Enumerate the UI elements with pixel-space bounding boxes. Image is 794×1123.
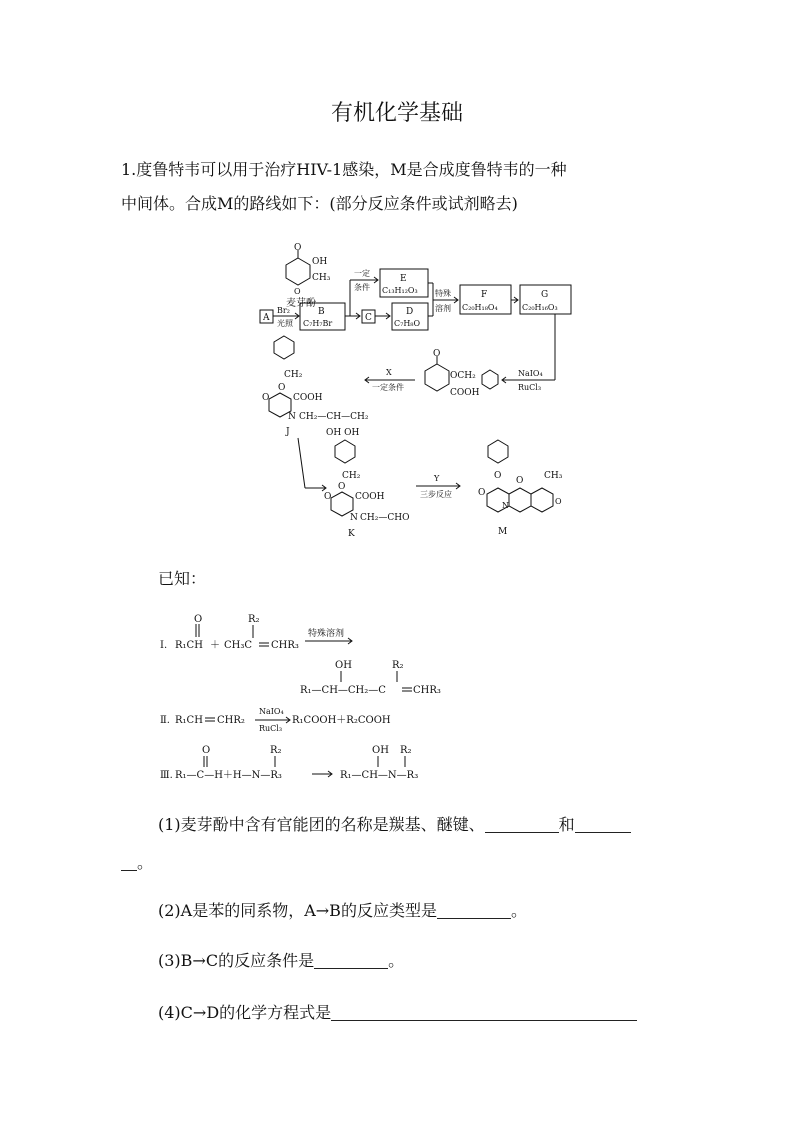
pyranone-och2: OCH₂	[450, 371, 476, 381]
m-n: N	[502, 501, 509, 510]
j-n: N	[288, 412, 296, 422]
k-keto-o: O	[324, 492, 332, 502]
pyranone-ring	[425, 364, 449, 391]
q3-text: (3)B→C的反应条件是	[158, 951, 315, 970]
label-m: M	[498, 527, 508, 537]
maltol-ring	[286, 258, 310, 285]
known-i-prod: R₁—CH—CH₂—C	[300, 685, 386, 696]
piperazinone-ring-m	[509, 488, 531, 512]
k-ch2: CH₂	[342, 471, 361, 481]
q1-text: (1)麦芽酚中含有官能团的名称是羰基、醚键、	[158, 815, 485, 834]
cond-y: Y	[434, 474, 440, 483]
k-o: O	[338, 482, 346, 492]
q1-blank-2b[interactable]	[121, 854, 137, 871]
known-i-o: O	[194, 614, 203, 625]
k-cooh: COOH	[355, 492, 385, 502]
known-iii-prod: R₁—CH—N—R₃	[340, 770, 419, 781]
formula-e: C₁₃H₁₂O₃	[382, 286, 418, 295]
label-e: E	[400, 274, 407, 284]
question-4	[158, 1000, 637, 1023]
benzyl-ring-1	[482, 370, 498, 389]
label-a: A	[263, 313, 270, 323]
known-iii-o: O	[202, 745, 211, 756]
known-reactions	[160, 610, 460, 785]
known-ii-rucl3: RuCl₃	[259, 724, 283, 733]
pyranone-cooh: COOH	[450, 388, 480, 398]
maltol-label: 麦芽酚	[286, 298, 316, 309]
known-iii-label: Ⅲ.	[160, 770, 173, 781]
benzyl-ring-k	[335, 440, 355, 463]
cond-rongji: 溶剂	[435, 304, 451, 313]
known-ii-mid: CHR₂	[217, 715, 245, 726]
formula-b: C₇H₇Br	[303, 319, 333, 328]
k-n: N	[350, 513, 358, 523]
q4-text: (4)C→D的化学方程式是	[158, 1003, 332, 1022]
maltol-ch3: CH₃	[312, 273, 331, 283]
known-label: 已知：	[158, 569, 207, 588]
q1-and: 和	[558, 815, 575, 834]
known-ii-left: R₁CH	[175, 715, 203, 726]
known-ii-label: Ⅱ.	[160, 715, 170, 726]
known-ii-naio4: NaIO₄	[259, 707, 284, 716]
oxazine-ring-m	[531, 488, 553, 512]
cond-light: 光照	[277, 319, 293, 328]
cond-x-label: 一定条件	[372, 383, 404, 392]
formula-d: C₇H₈O	[394, 319, 421, 328]
q1-blank-2a[interactable]	[575, 816, 631, 833]
cond-teshu: 特殊	[435, 289, 451, 298]
intro-line-2: 中间体。合成M的路线如下：(部分反应条件或试剂略去)	[121, 194, 518, 213]
q2-blank[interactable]	[437, 902, 511, 919]
formula-g: C₂₀H₁₆O₃	[522, 303, 558, 312]
cond-three-steps: 三步反应	[420, 490, 452, 499]
known-i-plus: ＋	[210, 640, 220, 651]
j-keto-o: O	[262, 393, 270, 403]
question-3	[158, 948, 404, 971]
maltol-ring-o: O	[294, 287, 301, 296]
m-o: O	[494, 471, 502, 481]
known-i-chr3: CHR₃	[271, 640, 299, 651]
known-i-r2: R₂	[248, 614, 260, 625]
known-i-prod-end: CHR₃	[413, 685, 441, 696]
known-i-ch3c: CH₃C	[224, 640, 253, 651]
known-iii-r2b: R₂	[400, 745, 412, 756]
page-title: 有机化学基础	[330, 101, 463, 126]
q2-text: (2)A是苯的同系物，A→B的反应类型是	[158, 901, 437, 920]
known-i-prod-oh: OH	[335, 660, 352, 671]
question-1	[158, 812, 631, 835]
synthesis-scheme	[250, 238, 580, 543]
j-ch2: CH₂	[284, 370, 303, 380]
label-f: F	[481, 290, 488, 300]
j-o: O	[278, 383, 286, 393]
j-chain: CH₂—CH—CH₂	[299, 412, 369, 422]
benzyl-ring-j	[274, 336, 294, 359]
known-iii-left: R₁—C—H＋H—N—R₃	[175, 770, 282, 781]
formula-f: C₂₀H₁₈O₄	[462, 303, 498, 312]
j-oh: OH OH	[326, 428, 360, 438]
label-d: D	[406, 307, 414, 317]
known-iii-r2: R₂	[270, 745, 282, 756]
q3-blank[interactable]	[314, 952, 388, 969]
maltol-oh: OH	[312, 257, 328, 267]
known-ii-right: R₁COOH＋R₂COOH	[292, 715, 391, 726]
q1-end: 。	[137, 853, 154, 872]
q4-blank[interactable]	[331, 1004, 637, 1021]
known-i-special: 特殊溶剂	[308, 629, 345, 639]
q2-end: 。	[510, 901, 527, 920]
m-amide-o: O	[516, 476, 524, 486]
k-chain: CH₂—CHO	[360, 513, 410, 523]
q3-end: 。	[388, 951, 405, 970]
known-i-prod-r2: R₂	[392, 660, 404, 671]
label-k: K	[348, 529, 355, 539]
cond-x: X	[386, 368, 392, 377]
cond-rucl3: RuCl₃	[518, 383, 542, 392]
known-iii-oh: OH	[372, 745, 389, 756]
cond-tiaojian: 条件	[354, 283, 370, 292]
m-ring-o: O	[555, 497, 562, 506]
cond-br2: Br₂	[277, 306, 290, 315]
label-j: J	[286, 427, 290, 437]
known-i-r1ch: R₁CH	[175, 640, 203, 651]
label-b: B	[318, 307, 325, 317]
q1-blank-1[interactable]	[485, 816, 559, 833]
m-keto-o: O	[478, 488, 486, 498]
intro-line-1: 1.度鲁特韦可以用于治疗HIV-1感染，M是合成度鲁特韦的一种	[121, 160, 567, 179]
label-c: C	[365, 313, 372, 323]
question-1-cont	[121, 850, 153, 873]
m-ch3: CH₃	[544, 471, 563, 481]
known-i-label: Ⅰ.	[160, 640, 168, 651]
maltol-o: O	[294, 243, 302, 253]
pyranone-o: O	[433, 349, 441, 359]
benzyl-ring-m	[488, 440, 508, 463]
label-g: G	[541, 290, 549, 300]
cond-naio4: NaIO₄	[518, 369, 543, 378]
cond-ding: 一定	[354, 269, 370, 278]
j-cooh: COOH	[293, 393, 323, 403]
question-2	[158, 898, 527, 921]
